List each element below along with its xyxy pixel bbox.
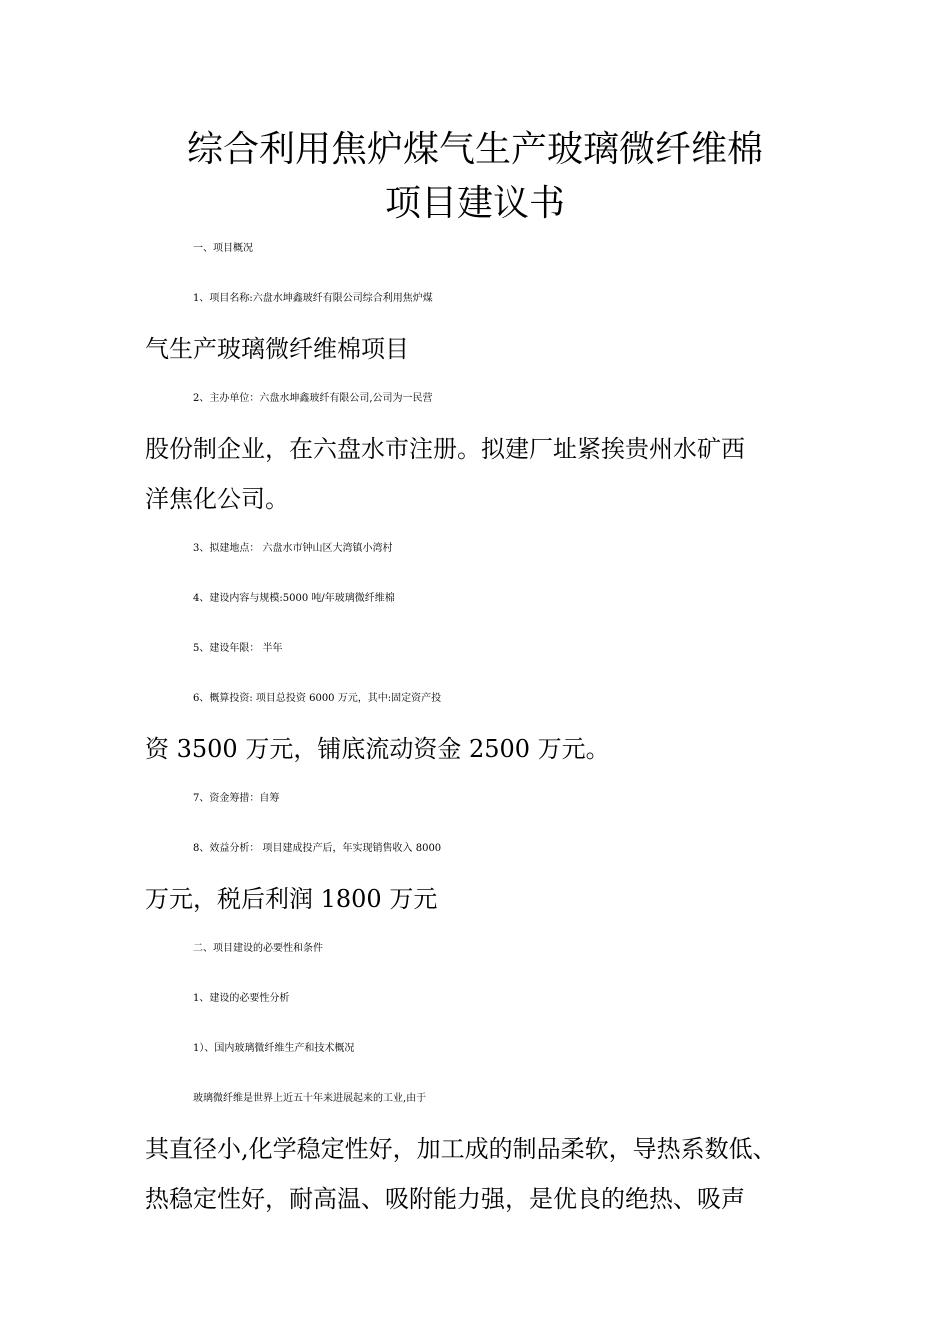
paragraph-glass-microfiber [145,1074,813,1224]
text-line: 8、效益分析： 项目建成投产后，年实现销售收入 8000 [193,843,442,854]
title-line-1: 综合利用焦炉煤气生产玻璃微纤维棉 [186,129,763,170]
text-line: 股份制企业，在六盘水市注册。拟建厂址紧挨贵州水矿西 [145,435,745,463]
text-line: 玻璃微纤维是世界上近五十年来进展起来的工业,由于 [193,1093,427,1104]
title-line-2: 项目建议书 [384,183,565,224]
text-line: 2、主办单位：六盘水坤鑫玻纤有限公司,公司为一民营 [193,393,433,404]
text-line: 6、概算投资: 项目总投资 6000 万元，其中:固定资产投 [193,693,442,704]
subheading-necessity-analysis [145,974,813,1024]
paragraph-funding [145,774,813,824]
paragraph-investment [145,674,813,774]
text-line: 4、建设内容与规模:5000 吨/年玻璃微纤维棉 [193,593,395,604]
text-line: 万元，税后利润 1800 万元 [145,885,438,913]
section-heading-overview [145,224,813,274]
text-line: 气生产玻璃微纤维棉项目 [145,335,409,363]
text-line: 一、项目概况 [193,243,253,254]
section-heading-necessity [145,924,813,974]
text-line: 1）、国内玻璃微纤维生产和技术概况 [193,1043,355,1054]
text-line: 二、项目建设的必要性和条件 [193,943,323,954]
document-title [0,123,950,231]
paragraph-location [145,524,813,574]
document-body [145,224,813,1224]
text-line: 5、建设年限： 半年 [193,643,283,654]
text-line: 3、拟建地点： 六盘水市钟山区大湾镇小湾村 [193,543,393,554]
paragraph-project-name [145,274,813,374]
paragraph-duration [145,624,813,674]
text-line: 热稳定性好，耐高温、吸附能力强，是优良的绝热、吸声 [145,1185,745,1213]
text-line: 其直径小,化学稳定性好，加工成的制品柔软，导热系数低、 [145,1135,777,1163]
paragraph-scale [145,574,813,624]
text-line: 资 3500 万元，铺底流动资金 2500 万元。 [145,735,610,763]
paragraph-benefit [145,824,813,924]
text-line: 1、建设的必要性分析 [193,993,290,1004]
text-line: 1、项目名称:六盘水坤鑫玻纤有限公司综合利用焦炉煤 [193,293,433,304]
paragraph-sponsor [145,374,813,524]
text-line: 洋焦化公司。 [145,485,289,513]
subheading-domestic-overview [145,1024,813,1074]
text-line: 7、资金筹措：自筹 [193,793,280,804]
